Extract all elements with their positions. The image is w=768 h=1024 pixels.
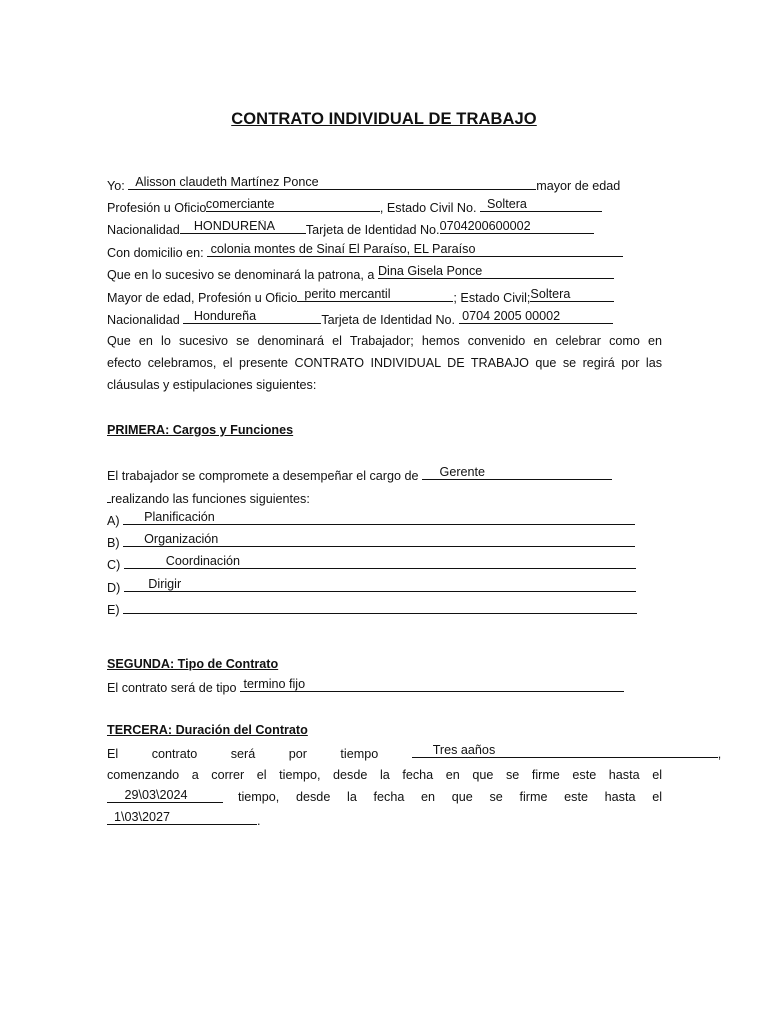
fecha-inicio-text: tiempo, desde la fecha en que se firme este hasta el [238, 790, 662, 804]
tipo-contrato-label: El contrato será de tipo [107, 681, 237, 695]
worker-nationality-line [107, 310, 662, 328]
fecha-fin-line: 1\03\2027 . [107, 811, 662, 829]
fecha-inicio-field[interactable]: 29\03\2024 [107, 789, 223, 803]
item-letter: B) [107, 536, 120, 550]
worker-mayor-prof-label: Mayor de edad, Profesión u Oficio [107, 291, 298, 305]
yo-label: Yo: [107, 179, 125, 193]
funcion-item-b [107, 533, 662, 551]
employer-id-field[interactable]: 0704200600002 [440, 220, 594, 234]
funcion-item-e [107, 600, 662, 618]
funcion-item-a [107, 511, 662, 529]
funcion-field-a[interactable]: Planificación [123, 511, 635, 525]
domicilio-label: Con domicilio en: [107, 246, 204, 260]
intro-line-2: efecto celebramos, el presente CONTRATO INDIVIDUAL DE TRABAJO que se regirá por las [107, 356, 662, 370]
identidad-label: Tarjeta de Identidad No. [305, 223, 440, 237]
worker-profession-line [107, 288, 662, 306]
worker-identidad-label: Tarjeta de Identidad No. [321, 313, 456, 327]
fecha-fin-field[interactable]: 1\03\2027 [107, 811, 257, 825]
worker-civil-status-field[interactable]: Soltera [530, 288, 614, 302]
employer-civil-status-field[interactable]: Soltera [480, 198, 602, 212]
worker-estado-civil-label: ; Estado Civil; [453, 291, 531, 305]
cargo-field[interactable]: Gerente [422, 466, 612, 480]
employer-nationality-line [107, 220, 662, 238]
employer-nationality-field[interactable]: HONDUREÑA [180, 220, 306, 234]
funcion-field-b[interactable]: Organización [123, 533, 635, 547]
funcion-item-c [107, 555, 662, 573]
funcion-field-d[interactable]: Dirigir [124, 578, 636, 592]
worker-profession-field[interactable]: perito mercantil [297, 288, 453, 302]
nacionalidad-label: Nacionalidad [107, 223, 180, 237]
item-letter: C) [107, 558, 121, 572]
intro-line-3: cláusulas y estipulaciones siguientes: [107, 378, 317, 392]
segunda-heading: SEGUNDA: Tipo de Contrato [107, 657, 279, 671]
funcion-field-e[interactable] [123, 600, 637, 614]
employer-profession-field[interactable]: comerciante [206, 198, 380, 212]
funciones-label: realizando las funciones siguientes: [111, 492, 310, 506]
patrona-label: Que en lo sucesivo se denominará la patrona, a [107, 268, 375, 282]
worker-nationality-field[interactable]: Hondureña [183, 310, 321, 324]
patrona-name-field[interactable]: Dina Gisela Ponce [378, 265, 614, 279]
page-title: CONTRATO INDIVIDUAL DE TRABAJO [231, 110, 537, 128]
cargo-label: El trabajador se compromete a desempeñar el cargo de [107, 469, 419, 483]
profesion-label: Profesión u Oficio [107, 201, 207, 215]
primera-heading: PRIMERA: Cargos y Funciones [107, 423, 294, 437]
tipo-contrato-field[interactable]: termino fijo [240, 678, 624, 692]
tercera-heading: TERCERA: Duración del Contrato [107, 723, 308, 737]
intro-line-1: Que en lo sucesivo se denominará el Trabajador; hemos convenido en celebrar como en [107, 334, 662, 348]
employer-profession-line [107, 198, 662, 216]
duracion-label: El contrato será por tiempo [107, 747, 379, 761]
employer-name-field[interactable]: Alisson claudeth Martínez Ponce [128, 176, 536, 190]
employer-address-field[interactable]: colonia montes de Sinaí El Paraíso, EL Paraíso [207, 243, 623, 257]
funcion-field-c[interactable]: Coordinación [124, 555, 636, 569]
mayor-edad-label: mayor de edad [536, 179, 621, 193]
fecha-inicio-line [107, 789, 662, 805]
patrona-line [107, 265, 662, 283]
cargo-line [107, 466, 662, 484]
duracion-field[interactable]: Tres aaños [412, 744, 718, 758]
item-letter: E) [107, 603, 120, 617]
worker-nacionalidad-label: Nacionalidad [107, 313, 180, 327]
employer-address-line [107, 243, 662, 261]
item-letter: D) [107, 581, 121, 595]
duracion-line: El contrato será por tiempo Tres aaños , [107, 744, 722, 761]
worker-id-field[interactable]: 0704 2005 00002 [459, 310, 613, 324]
employer-name-line [107, 176, 662, 194]
funciones-line [107, 489, 662, 507]
duracion-line-2: comenzando a correr el tiempo, desde la fecha en que se firme este hasta el [107, 768, 662, 782]
estado-civil-label: , Estado Civil No. [379, 201, 477, 215]
tipo-contrato-line [107, 678, 662, 696]
funcion-item-d [107, 578, 662, 596]
item-letter: A) [107, 514, 120, 528]
